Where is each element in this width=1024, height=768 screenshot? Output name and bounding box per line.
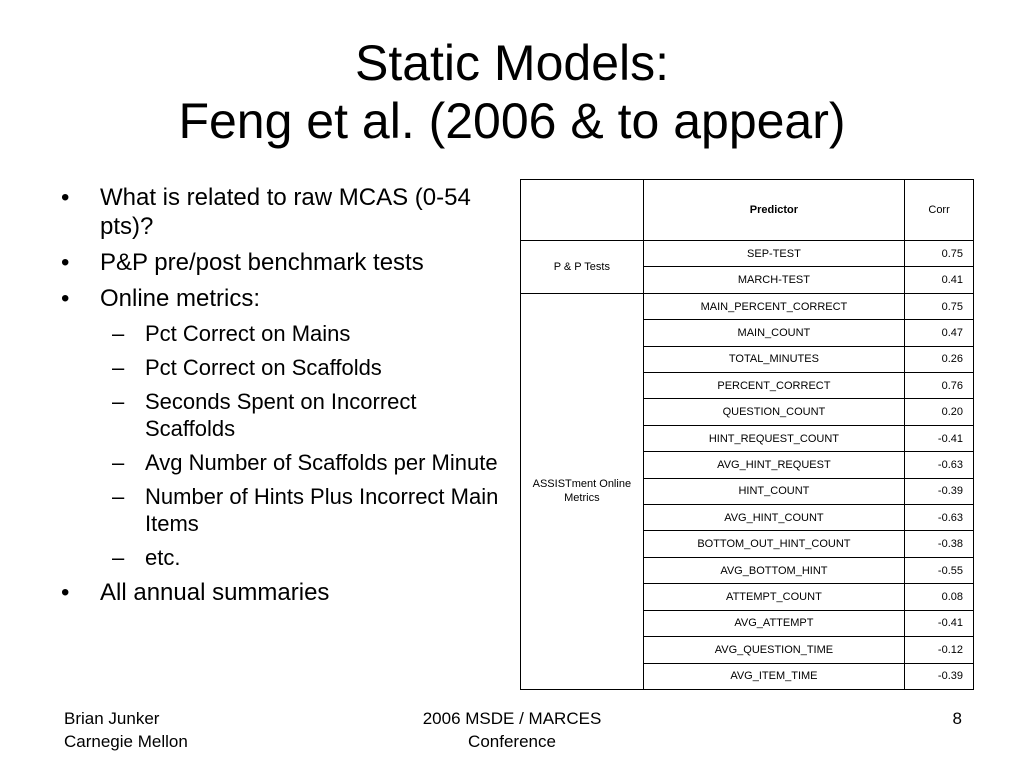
bullet-text: What is related to raw MCAS (0-54 pts)? bbox=[100, 184, 471, 240]
footer-conference-line-1: 2006 MSDE / MARCES bbox=[422, 709, 602, 728]
predictor-cell: BOTTOM_OUT_HINT_COUNT bbox=[643, 531, 904, 557]
bullet-item bbox=[58, 248, 508, 277]
predictor-cell: AVG_BOTTOM_HINT bbox=[643, 557, 904, 583]
corr-cell: -0.41 bbox=[905, 425, 974, 451]
sub-bullet-item bbox=[58, 449, 508, 476]
bullet-text: Avg Number of Scaffolds per Minute bbox=[145, 450, 498, 475]
dash-marker: – bbox=[112, 450, 125, 475]
group-label-cell: P & P Tests bbox=[521, 241, 644, 294]
bullet-text: All annual summaries bbox=[100, 579, 330, 606]
slide-title bbox=[0, 34, 1024, 150]
sub-bullet-item bbox=[58, 354, 508, 381]
corr-cell: -0.38 bbox=[905, 531, 974, 557]
dash-marker: – bbox=[112, 545, 125, 570]
corr-cell: -0.12 bbox=[905, 637, 974, 663]
predictor-cell: AVG_QUESTION_TIME bbox=[643, 637, 904, 663]
dash-marker: – bbox=[112, 321, 125, 346]
predictor-cell: AVG_ITEM_TIME bbox=[643, 663, 904, 690]
dash-marker: – bbox=[112, 484, 125, 509]
title-line-2: Feng et al. (2006 & to appear) bbox=[178, 93, 846, 149]
table-row bbox=[521, 293, 974, 319]
header-predictor: Predictor bbox=[643, 180, 904, 241]
bullet-text: Seconds Spent on Incorrect Scaffolds bbox=[145, 389, 417, 441]
bullet-marker: • bbox=[61, 579, 70, 606]
bullet-marker: • bbox=[61, 249, 70, 276]
correlation-table bbox=[520, 179, 974, 690]
bullet-item bbox=[58, 284, 508, 313]
predictor-cell: PERCENT_CORRECT bbox=[643, 373, 904, 399]
corr-cell: 0.26 bbox=[905, 346, 974, 372]
corr-cell: -0.63 bbox=[905, 505, 974, 531]
bullet-text: Number of Hints Plus Incorrect Main Items bbox=[145, 484, 499, 536]
group-label-cell: ASSISTment Online Metrics bbox=[521, 293, 644, 689]
sub-bullet-item bbox=[58, 483, 508, 537]
corr-cell: 0.41 bbox=[905, 267, 974, 293]
corr-cell: -0.55 bbox=[905, 557, 974, 583]
corr-cell: 0.47 bbox=[905, 320, 974, 346]
predictor-cell: MAIN_COUNT bbox=[643, 320, 904, 346]
table-header-row bbox=[521, 180, 974, 241]
footer-conference bbox=[362, 707, 662, 753]
title-line-1: Static Models: bbox=[354, 35, 669, 91]
footer-affiliation: Carnegie Mellon bbox=[64, 732, 188, 751]
bullet-text: Pct Correct on Scaffolds bbox=[145, 355, 382, 380]
header-corr: Corr bbox=[905, 180, 974, 241]
bullet-text: etc. bbox=[145, 545, 181, 570]
sub-bullet-item bbox=[58, 544, 508, 571]
bullet-item bbox=[58, 578, 508, 607]
corr-cell: 0.76 bbox=[905, 373, 974, 399]
bullet-marker: • bbox=[61, 285, 70, 312]
predictor-cell: SEP-TEST bbox=[643, 241, 904, 267]
table-body bbox=[521, 241, 974, 690]
predictor-cell: ATTEMPT_COUNT bbox=[643, 584, 904, 610]
footer-page-number: 8 bbox=[952, 709, 962, 728]
corr-cell: -0.63 bbox=[905, 452, 974, 478]
bullet-text: P&P pre/post benchmark tests bbox=[100, 249, 424, 276]
bullet-list bbox=[58, 183, 508, 614]
bullet-text: Pct Correct on Mains bbox=[145, 321, 351, 346]
bullet-text: Online metrics: bbox=[100, 285, 261, 312]
corr-cell: -0.41 bbox=[905, 610, 974, 636]
dash-marker: – bbox=[112, 355, 125, 380]
sub-bullet-item bbox=[58, 388, 508, 442]
dash-marker: – bbox=[112, 389, 125, 414]
predictor-cell: MAIN_PERCENT_CORRECT bbox=[643, 293, 904, 319]
header-group-cell bbox=[521, 180, 644, 241]
table-row bbox=[521, 241, 974, 267]
predictor-cell: HINT_COUNT bbox=[643, 478, 904, 504]
footer-author bbox=[64, 707, 188, 753]
predictor-cell: MARCH-TEST bbox=[643, 267, 904, 293]
predictor-cell: AVG_HINT_COUNT bbox=[643, 505, 904, 531]
predictor-cell: AVG_ATTEMPT bbox=[643, 610, 904, 636]
corr-cell: 0.08 bbox=[905, 584, 974, 610]
predictor-cell: AVG_HINT_REQUEST bbox=[643, 452, 904, 478]
bullet-marker: • bbox=[61, 184, 70, 211]
sub-bullet-item bbox=[58, 320, 508, 347]
predictor-cell: QUESTION_COUNT bbox=[643, 399, 904, 425]
predictor-cell: HINT_REQUEST_COUNT bbox=[643, 425, 904, 451]
predictor-cell: TOTAL_MINUTES bbox=[643, 346, 904, 372]
corr-cell: 0.20 bbox=[905, 399, 974, 425]
corr-cell: 0.75 bbox=[905, 241, 974, 267]
footer-conference-line-2: Conference bbox=[468, 732, 556, 751]
footer-author-name: Brian Junker bbox=[64, 709, 160, 728]
corr-cell: -0.39 bbox=[905, 478, 974, 504]
corr-cell: -0.39 bbox=[905, 663, 974, 690]
bullet-item bbox=[58, 183, 508, 241]
corr-cell: 0.75 bbox=[905, 293, 974, 319]
